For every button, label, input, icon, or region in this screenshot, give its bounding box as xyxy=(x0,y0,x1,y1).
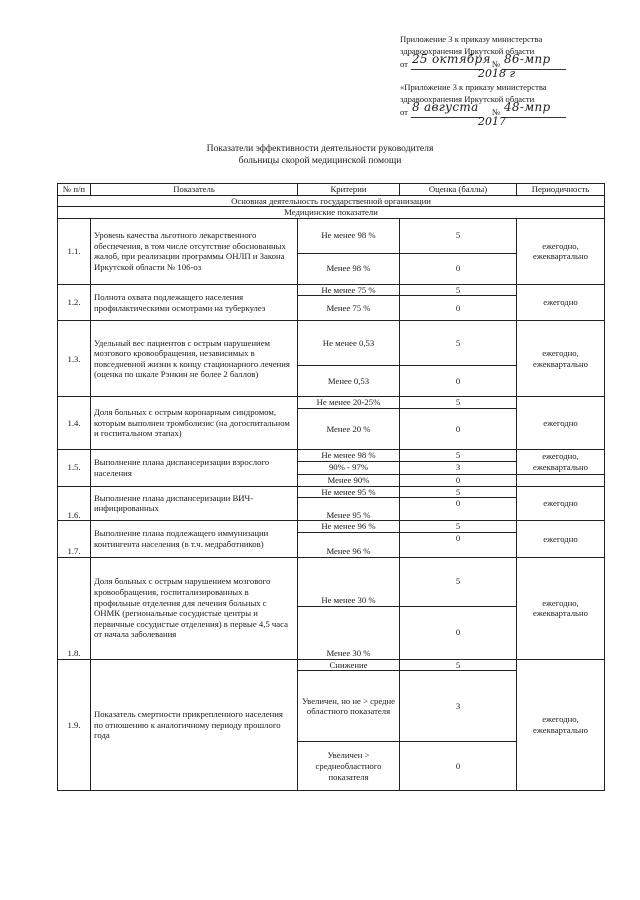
score-cell: 0 xyxy=(400,253,517,284)
section-row xyxy=(58,195,605,207)
handwritten-date: 8 августа xyxy=(412,100,479,114)
criteria-cell: Менее 0,53 xyxy=(298,366,400,397)
appendix-ministry: здравоохранения Иркутской области xyxy=(400,45,535,56)
periodicity-cell: ежегодно, ежеквартально xyxy=(517,321,605,397)
score-cell: 0 xyxy=(400,532,517,557)
table-row xyxy=(58,521,605,533)
indicator-text: Выполнение плана диспансеризации ВИЧ-инфицированных xyxy=(91,486,298,521)
handwritten-year: 2018 г xyxy=(478,67,516,80)
table-row xyxy=(58,321,605,366)
score-cell: 5 xyxy=(400,449,517,461)
handwritten-number: 48-мпр xyxy=(504,100,551,114)
score-cell: 5 xyxy=(400,659,517,671)
table-row xyxy=(58,486,605,498)
indicator-text: Доля больных с острым коронарным синдромом, которым выполнен тромболизис (на догоспитальном и госпитальном этапах) xyxy=(91,397,298,450)
header-criteria: Критерии xyxy=(298,184,400,196)
table-row xyxy=(58,659,605,671)
row-number: 1.4. xyxy=(58,397,91,450)
periodicity-cell: ежегодно, ежеквартально xyxy=(517,659,605,791)
criteria-cell: Менее 20 % xyxy=(298,408,400,449)
score-cell: 0 xyxy=(400,606,517,659)
row-number: 1.2. xyxy=(58,284,91,321)
indicator-text: Удельный вес пациентов с острым нарушением мозгового кровообращения, независимых в повседневной жизни к концу стационарного лечения (оценка по шкале Рэнкин не более 2 баллов) xyxy=(91,321,298,397)
criteria-cell: Не менее 96 % xyxy=(298,521,400,533)
criteria-cell: 90% - 97% xyxy=(298,461,400,474)
criteria-cell: Увеличен > среднеобластного показателя xyxy=(298,742,400,791)
periodicity-cell: ежегодно xyxy=(517,284,605,321)
section-title: Основная деятельность государственной организации xyxy=(58,195,605,207)
criteria-cell: Менее 96 % xyxy=(298,532,400,557)
subsection-row xyxy=(58,207,605,219)
header-score: Оценка (баллы) xyxy=(400,184,517,196)
periodicity-cell: ежегодно xyxy=(517,521,605,558)
subsection-title: Медицинские показатели xyxy=(58,207,605,219)
score-cell: 5 xyxy=(400,521,517,533)
criteria-cell: Не менее 95 % xyxy=(298,486,400,498)
handwritten-year: 2017 xyxy=(478,115,506,128)
header-number: № п/п xyxy=(58,184,91,196)
appendix-block-current xyxy=(400,34,551,85)
criteria-cell: Не менее 98 % xyxy=(298,449,400,461)
table-header-row xyxy=(58,184,605,196)
criteria-cell: Менее 30 % xyxy=(298,606,400,659)
row-number: 1.6. xyxy=(58,486,91,521)
score-cell: 5 xyxy=(400,218,517,253)
score-cell: 5 xyxy=(400,284,517,296)
table-row xyxy=(58,557,605,606)
score-cell: 5 xyxy=(400,486,517,498)
criteria-cell: Не менее 75 % xyxy=(298,284,400,296)
indicator-text: Выполнение плана подлежащего иммунизации контингента населения (в т.ч. медработников) xyxy=(91,521,298,558)
indicator-text: Уровень качества льготного лекарственного обеспечения, в том числе отсутствие обоснованных жалоб, при реализации программы ОНЛП и Закона Иркутской области № 106-оз xyxy=(91,218,298,284)
score-cell: 3 xyxy=(400,461,517,474)
score-cell: 5 xyxy=(400,397,517,409)
indicator-text: Доля больных с острым нарушением мозгового кровообращения, госпитализированных в профильные отделения для лечения больных с ОНМК (региональные сосудистые центры и первичные сосудистые отделения) в первые 4,5 часа от начала заболевания xyxy=(91,557,298,659)
score-cell: 0 xyxy=(400,742,517,791)
row-number: 1.3. xyxy=(58,321,91,397)
table-row xyxy=(58,218,605,253)
number-label: № xyxy=(492,107,501,117)
row-number: 1.9. xyxy=(58,659,91,791)
row-number: 1.8. xyxy=(58,557,91,659)
indicator-text: Выполнение плана диспансеризации взрослого населения xyxy=(91,449,298,486)
row-number: 1.7. xyxy=(58,521,91,558)
document-title xyxy=(0,143,640,167)
criteria-cell: Менее 95 % xyxy=(298,498,400,521)
periodicity-cell: ежегодно xyxy=(517,486,605,521)
appendix-year-line xyxy=(400,115,547,133)
row-number: 1.1. xyxy=(58,218,91,284)
handwritten-date: 25 октября xyxy=(412,52,491,66)
table-row xyxy=(58,449,605,461)
score-cell: 5 xyxy=(400,321,517,366)
score-cell: 5 xyxy=(400,557,517,606)
appendix-ministry: здравоохранения Иркутской области xyxy=(400,93,535,104)
criteria-cell: Не менее 20-25% xyxy=(298,397,400,409)
row-number: 1.5. xyxy=(58,449,91,486)
periodicity-cell: ежегодно, ежеквартально xyxy=(517,449,605,474)
indicators-table xyxy=(57,183,605,791)
appendix-title: Приложение 3 к приказу министерства xyxy=(400,34,543,44)
score-cell: 0 xyxy=(400,296,517,321)
table-row xyxy=(58,397,605,409)
criteria-cell: Менее 75 % xyxy=(298,296,400,321)
score-cell: 0 xyxy=(400,366,517,397)
criteria-cell: Не менее 30 % xyxy=(298,557,400,606)
criteria-cell: Не менее 0,53 xyxy=(298,321,400,366)
indicator-text: Полнота охвата подлежащего населения профилактическими осмотрами на туберкулез xyxy=(91,284,298,321)
title-line-2: больницы скорой медицинской помощи xyxy=(238,155,402,166)
appendix-title: «Приложение 3 к приказу министерства xyxy=(400,82,547,92)
score-cell: 3 xyxy=(400,671,517,742)
criteria-cell: Менее 98 % xyxy=(298,253,400,284)
periodicity-empty-cell xyxy=(517,474,605,486)
periodicity-cell: ежегодно, ежеквартально xyxy=(517,557,605,659)
header-periodicity: Периодичность xyxy=(517,184,605,196)
score-cell: 0 xyxy=(400,498,517,521)
criteria-cell: Увеличен, но не > средне областного показателя xyxy=(298,671,400,742)
score-cell: 0 xyxy=(400,474,517,486)
periodicity-cell: ежегодно xyxy=(517,397,605,450)
title-line-1: Показатели эффективности деятельности руководителя xyxy=(206,143,434,154)
number-label: № xyxy=(492,59,501,69)
criteria-cell: Менее 90% xyxy=(298,474,400,486)
table-row xyxy=(58,284,605,296)
criteria-cell: Снижение xyxy=(298,659,400,671)
appendix-date-line xyxy=(400,100,551,119)
from-label: от xyxy=(400,107,408,117)
header-indicator: Показатель xyxy=(91,184,298,196)
indicator-text: Показатель смертности прикрепленного населения по отношению к аналогичному периоду прошлого года xyxy=(91,659,298,791)
periodicity-cell: ежегодно, ежеквартально xyxy=(517,218,605,284)
appendix-block-previous xyxy=(400,82,551,133)
appendix-date-line xyxy=(400,52,551,71)
from-label: от xyxy=(400,59,408,69)
score-cell: 0 xyxy=(400,408,517,449)
criteria-cell: Не менее 98 % xyxy=(298,218,400,253)
handwritten-number: 86-мпр xyxy=(504,52,551,66)
